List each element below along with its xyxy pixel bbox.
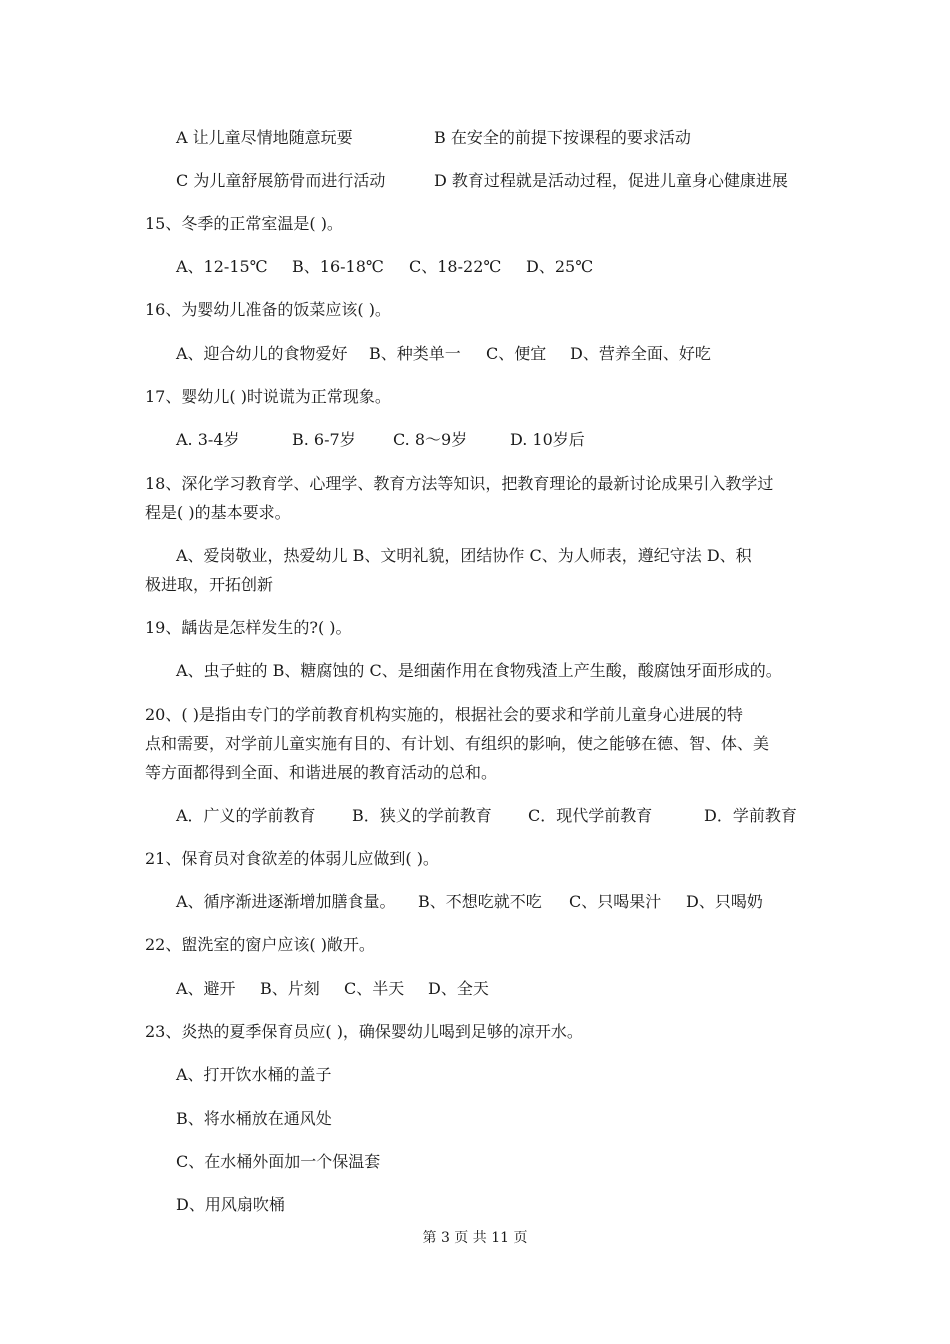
option-b: B、不想吃就不吃 [418, 892, 542, 911]
question-18-stem-line-1: 18、深化学习教育学、心理学、教育方法等知识，把教育理论的最新讨论成果引入教学过 [145, 474, 774, 493]
question-15-options [176, 257, 593, 277]
option-b: B. 6-7岁 [292, 430, 356, 449]
option-b: B、种类单一 [369, 344, 461, 363]
option-b: B．狭义的学前教育 [352, 806, 492, 825]
question-20-stem-line-3: 等方面都得到全面、和谐进展的教育活动的总和。 [145, 763, 498, 782]
page-number-footer: 第 3 页 共 11 页 [422, 1230, 528, 1246]
option-a: A、迎合幼儿的食物爱好 [176, 344, 348, 363]
question-21-options [176, 892, 763, 912]
option-c: C 为儿童舒展筋骨而进行活动 [176, 171, 386, 190]
question-23-option-c: C、在水桶外面加一个保温套 [176, 1152, 381, 1171]
question-16-stem: 16、为婴幼儿准备的饭菜应该( )。 [145, 300, 391, 319]
question-23-option-b: B、将水桶放在通风处 [176, 1109, 332, 1128]
prev-options-line-2 [176, 171, 788, 191]
option-b: B 在安全的前提下按课程的要求活动 [434, 128, 691, 147]
option-c: C、半天 [344, 979, 405, 998]
question-15-stem: 15、冬季的正常室温是( )。 [145, 214, 343, 233]
option-a: A．广义的学前教育 [176, 806, 316, 825]
question-18-options-line-1: A、爱岗敬业，热爱幼儿 B、文明礼貌，团结协作 C、为人师表，遵纪守法 D、积 [176, 546, 752, 565]
option-b: B、片刻 [260, 979, 320, 998]
question-17-options [176, 430, 585, 450]
question-17-stem: 17、婴幼儿( )时说谎为正常现象。 [145, 387, 391, 406]
question-18-stem-line-2: 程是( )的基本要求。 [145, 503, 291, 522]
question-19-options: A、虫子蛀的 B、糖腐蚀的 C、是细菌作用在食物残渣上产生酸，酸腐蚀牙面形成的。 [176, 661, 782, 680]
option-d: D、25℃ [526, 257, 594, 276]
option-d: D、营养全面、好吃 [570, 344, 711, 363]
question-18-options-line-2: 极进取，开拓创新 [145, 575, 274, 594]
question-20-stem-line-1: 20、( )是指由专门的学前教育机构实施的，根据社会的要求和学前儿童身心进展的特 [145, 705, 743, 724]
prev-options-line-1 [176, 128, 691, 148]
question-19-stem: 19、龋齿是怎样发生的?( )。 [145, 618, 352, 637]
option-d: D．学前教育 [704, 806, 797, 825]
option-c: C. 8～9岁 [393, 430, 468, 449]
question-23-option-d: D、用风扇吹桶 [176, 1195, 285, 1214]
option-a: A、12-15℃ [176, 257, 268, 276]
option-d: D 教育过程就是活动过程，促进儿童身心健康进展 [434, 171, 788, 190]
question-22-stem: 22、盥洗室的窗户应该( )敞开。 [145, 935, 375, 954]
option-c: C、只喝果汁 [569, 892, 662, 911]
option-c: C．现代学前教育 [528, 806, 653, 825]
option-a: A、循序渐进逐渐增加膳食量。 [176, 892, 396, 911]
option-b: B、16-18℃ [292, 257, 384, 276]
question-20-options [176, 806, 797, 826]
question-16-options [176, 344, 711, 364]
option-c: C、18-22℃ [409, 257, 502, 276]
option-d: D、只喝奶 [686, 892, 763, 911]
option-c: C、便宜 [486, 344, 547, 363]
question-23-option-a: A、打开饮水桶的盖子 [176, 1065, 332, 1084]
question-21-stem: 21、保育员对食欲差的体弱儿应做到( )。 [145, 849, 439, 868]
option-d: D. 10岁后 [510, 430, 585, 449]
option-a: A. 3-4岁 [176, 430, 240, 449]
option-a: A 让儿童尽情地随意玩要 [176, 128, 353, 147]
question-23-stem: 23、炎热的夏季保育员应( )，确保婴幼儿喝到足够的凉开水。 [145, 1022, 583, 1041]
option-a: A、避开 [176, 979, 236, 998]
question-22-options [176, 979, 489, 999]
option-d: D、全天 [428, 979, 489, 998]
question-20-stem-line-2: 点和需要，对学前儿童实施有目的、有计划、有组织的影响，使之能够在德、智、体、美 [145, 734, 770, 753]
